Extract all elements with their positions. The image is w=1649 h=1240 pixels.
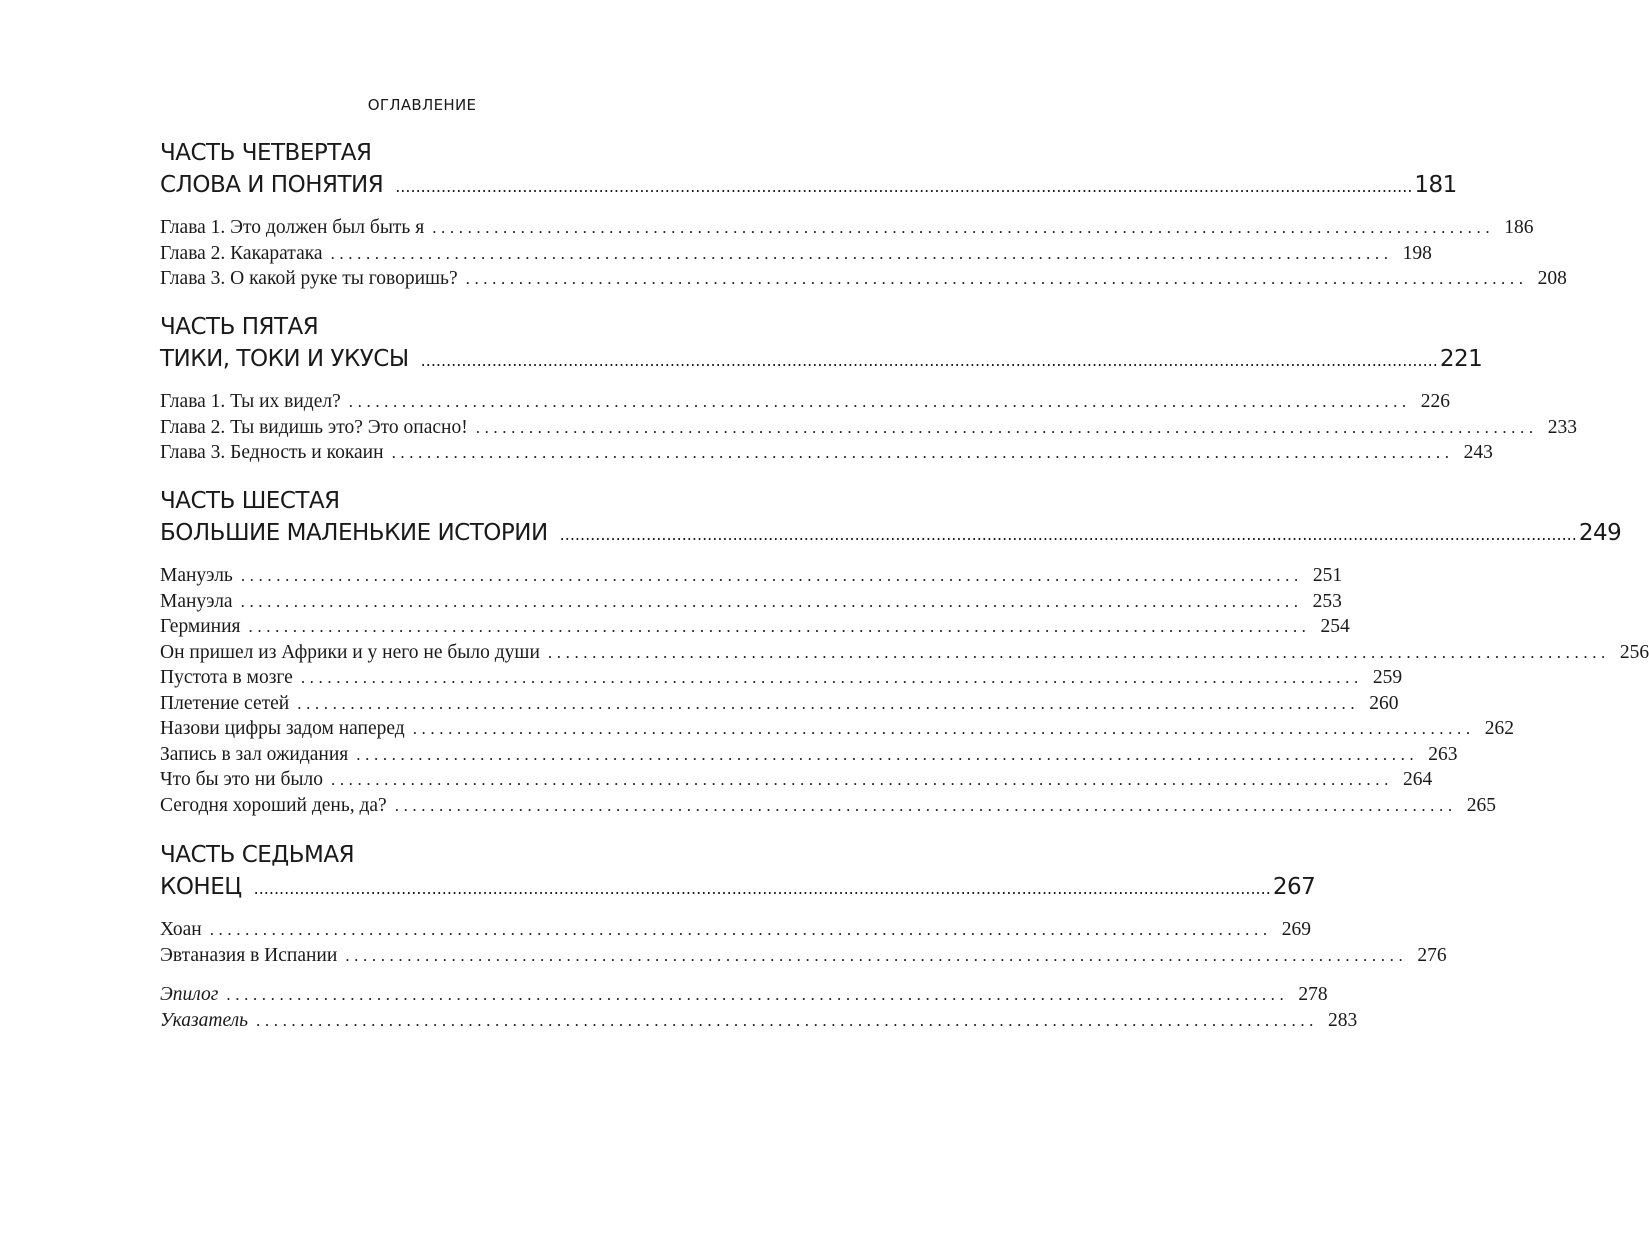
- dot-leader: ........................................................................................................................: [475, 417, 1538, 437]
- dot-leader: ........................................................................................................................: [240, 566, 1303, 585]
- chapter-page-number: 260: [1369, 692, 1399, 714]
- dot-leader: ........................................................................................................................: [391, 443, 1454, 462]
- chapter-entry[interactable]: [160, 563, 1343, 589]
- chapter-page-number: 243: [1463, 442, 1493, 463]
- chapter-title: Глава 2. Какаратака: [160, 242, 323, 264]
- chapter-title: Мануэль: [160, 565, 233, 586]
- chapter-entry[interactable]: [160, 415, 1577, 441]
- chapter-title: Назови цифры задом наперед: [160, 718, 405, 739]
- chapter-title: Хоан: [160, 919, 202, 940]
- part-title: ТИКИ, ТОКИ И УКУСЫ: [160, 346, 409, 372]
- chapter-page-number: 208: [1537, 268, 1567, 289]
- chapter-entry[interactable]: [160, 665, 1403, 691]
- back-matter-page-number: 278: [1298, 984, 1328, 1005]
- dot-leader: ........................................................................................................................: [256, 1010, 1319, 1030]
- chapter-entry[interactable]: [160, 691, 1399, 717]
- chapter-page-number: 233: [1547, 416, 1577, 438]
- chapter-title: Глава 1. Это должен был быть я: [160, 217, 425, 238]
- dot-leader: ........................................................................................................................: [226, 985, 1289, 1004]
- chapter-list: [160, 917, 1447, 968]
- part-page-number: 181: [1414, 172, 1457, 198]
- chapter-entry[interactable]: [160, 389, 1451, 415]
- dot-leader: ........................................................................................................................................................................................................: [420, 351, 1438, 370]
- chapter-list: [160, 215, 1567, 292]
- chapter-page-number: 269: [1281, 919, 1311, 940]
- chapter-title: Эвтаназия в Испании: [160, 944, 338, 966]
- part-label: ЧАСТЬ СЕДЬМАЯ: [160, 842, 355, 868]
- back-matter-entry[interactable]: [160, 982, 1328, 1008]
- chapter-entry[interactable]: [160, 742, 1458, 768]
- chapter-entry[interactable]: [160, 716, 1514, 742]
- chapter-title: Что бы это ни было: [160, 769, 323, 790]
- dot-leader: ........................................................................................................................: [394, 795, 1457, 815]
- part-title: БОЛЬШИЕ МАЛЕНЬКИЕ ИСТОРИИ: [160, 520, 548, 546]
- part-label: ЧАСТЬ ПЯТАЯ: [160, 314, 319, 340]
- chapter-title: Глава 1. Ты их видел?: [160, 391, 341, 412]
- part-page-number: 249: [1578, 520, 1622, 546]
- dot-leader: ........................................................................................................................: [248, 617, 1311, 636]
- dot-leader: ........................................................................................................................................................................................................: [253, 879, 1271, 898]
- part-title: СЛОВА И ПОНЯТИЯ: [160, 172, 384, 198]
- chapter-title: Герминия: [160, 616, 241, 637]
- chapter-entry[interactable]: [160, 440, 1493, 466]
- chapter-title: Запись в зал ожидания: [160, 743, 349, 765]
- dot-leader: ........................................................................................................................: [465, 269, 1528, 288]
- chapter-title: Мануэла: [160, 590, 233, 612]
- chapter-title: Он пришел из Африки и у него не было души: [160, 641, 540, 663]
- chapter-entry[interactable]: [160, 640, 1649, 666]
- chapter-entry[interactable]: [160, 614, 1350, 640]
- chapter-entry[interactable]: [160, 767, 1433, 793]
- chapter-entry[interactable]: [160, 589, 1342, 615]
- back-matter-title: Эпилог: [160, 984, 219, 1005]
- chapter-page-number: 253: [1312, 590, 1342, 612]
- back-matter-title: Указатель: [160, 1009, 249, 1031]
- chapter-page-number: 265: [1466, 794, 1496, 816]
- dot-leader: ........................................................................................................................: [345, 945, 1408, 965]
- dot-leader: ........................................................................................................................: [330, 243, 1393, 263]
- dot-leader: ........................................................................................................................: [547, 642, 1610, 662]
- part-title-row[interactable]: [160, 169, 1457, 203]
- chapter-page-number: 264: [1402, 769, 1433, 790]
- dot-leader: ........................................................................................................................: [432, 218, 1495, 237]
- dot-leader: ........................................................................................................................: [412, 719, 1475, 738]
- part-page-number: 221: [1439, 346, 1483, 372]
- chapter-entry[interactable]: [160, 943, 1447, 969]
- chapter-entry[interactable]: [160, 215, 1534, 241]
- part-title-row[interactable]: [160, 871, 1316, 905]
- toc-part-five: [160, 312, 1577, 466]
- dot-leader: ........................................................................................................................: [330, 770, 1393, 789]
- chapter-page-number: 186: [1504, 217, 1534, 238]
- part-label: ЧАСТЬ ШЕСТАЯ: [160, 488, 340, 514]
- chapter-entry[interactable]: [160, 917, 1311, 943]
- dot-leader: ........................................................................................................................................................................................................: [559, 525, 1577, 544]
- dot-leader: ........................................................................................................................: [356, 744, 1419, 764]
- back-matter-list: [160, 982, 1358, 1033]
- part-page-number: 267: [1272, 874, 1316, 900]
- toc-part-seven: [160, 840, 1447, 968]
- back-matter-page-number: 283: [1328, 1009, 1358, 1031]
- chapter-title: Глава 3. Бедность и кокаин: [160, 442, 384, 463]
- page-title: ОГЛАВЛЕНИЕ: [367, 96, 477, 114]
- chapter-page-number: 226: [1420, 391, 1451, 412]
- chapter-page-number: 259: [1372, 667, 1403, 688]
- part-title-row[interactable]: [160, 343, 1483, 377]
- chapter-entry[interactable]: [160, 241, 1432, 267]
- dot-leader: ........................................................................................................................: [348, 392, 1411, 411]
- part-label: ЧАСТЬ ЧЕТВЕРТАЯ: [160, 140, 372, 166]
- dot-leader: ........................................................................................................................: [297, 693, 1360, 713]
- part-title: КОНЕЦ: [160, 874, 242, 900]
- chapter-list: [160, 563, 1649, 818]
- dot-leader: ........................................................................................................................: [300, 668, 1363, 687]
- chapter-list: [160, 389, 1577, 466]
- chapter-title: Глава 3. О какой руке ты говоришь?: [160, 268, 458, 289]
- chapter-page-number: 251: [1312, 565, 1343, 586]
- chapter-title: Глава 2. Ты видишь это? Это опасно!: [160, 416, 468, 438]
- dot-leader: ........................................................................................................................................................................................................: [395, 177, 1413, 196]
- chapter-page-number: 254: [1320, 616, 1350, 637]
- chapter-title: Сегодня хороший день, да?: [160, 794, 387, 816]
- dot-leader: ........................................................................................................................: [240, 591, 1303, 611]
- chapter-page-number: 262: [1484, 718, 1514, 739]
- chapter-title: Плетение сетей: [160, 692, 290, 714]
- chapter-page-number: 198: [1402, 242, 1432, 264]
- part-title-row[interactable]: [160, 517, 1622, 551]
- toc-part-six: [160, 486, 1649, 818]
- chapter-page-number: 276: [1417, 944, 1447, 966]
- chapter-entry[interactable]: [160, 793, 1496, 819]
- dot-leader: ........................................................................................................................: [209, 920, 1272, 939]
- chapter-title: Пустота в мозге: [160, 667, 293, 688]
- toc-part-four: [160, 138, 1567, 292]
- back-matter-entry[interactable]: [160, 1008, 1358, 1034]
- chapter-entry[interactable]: [160, 266, 1567, 292]
- chapter-page-number: 256: [1619, 641, 1649, 663]
- chapter-page-number: 263: [1428, 743, 1458, 765]
